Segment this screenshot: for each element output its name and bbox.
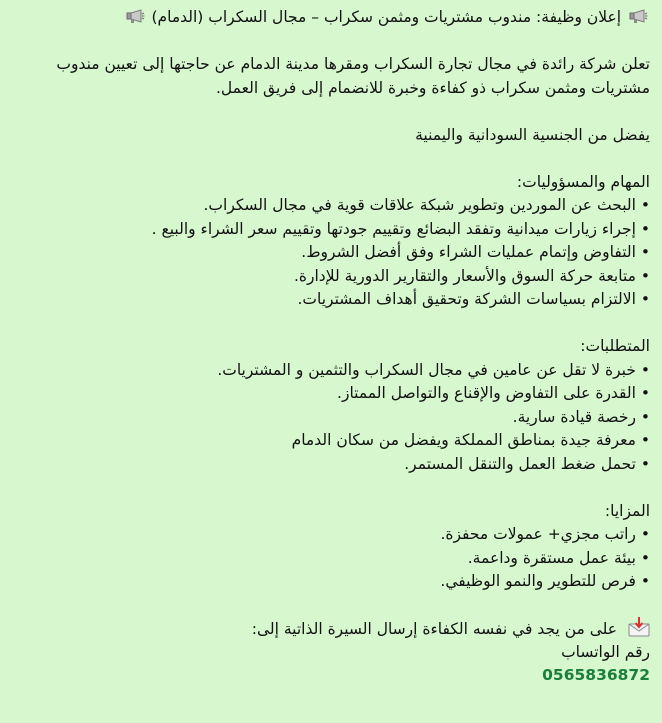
list-item: • البحث عن الموردين وتطوير شبكة علاقات قوية في مجال السكراب.	[203, 196, 650, 214]
post-intro: تعلن شركة رائدة في مجال تجارة السكراب ومقرها مدينة الدمام عن حاجتها إلى تعيين مندوب مشتريات ومثمن سكراب ذو كفاءة وخبرة للانضمام إلى فريق العمل.	[56, 55, 650, 97]
list-item: • الالتزام بسياسات الشركة وتحقيق أهداف المشتريات.	[297, 290, 650, 308]
list-item: • معرفة جيدة بمناطق المملكة ويفضل من سكان الدمام	[291, 431, 650, 449]
whatsapp-label: رقم الواتساب	[561, 642, 650, 661]
post-title-line	[10, 6, 650, 30]
post-title: إعلان وظيفة: مندوب مشتريات ومثمن سكراب – مجال السكراب (الدمام)	[151, 8, 622, 26]
preference-text: يفضل من الجنسية السودانية واليمنية	[415, 125, 650, 144]
list-item: • راتب مجزي+ عمولات محفزة.	[440, 525, 650, 543]
list-item: • تحمل ضغط العمل والتنقل المستمر.	[404, 454, 650, 473]
list-item: • بيئة عمل مستقرة وداعمة.	[467, 548, 650, 567]
duties-heading: المهام والمسؤوليات:	[516, 172, 650, 191]
requirements-heading: المتطلبات:	[580, 337, 650, 355]
list-item: • إجراء زيارات ميدانية وتفقد البضائع وتقييم جودتها وتقييم سعر الشراء والبيع .	[151, 219, 650, 238]
list-item: • التفاوض وإتمام عمليات الشراء وفق أفضل الشروط.	[301, 243, 650, 261]
apply-text: على من يجد في نفسه الكفاءة إرسال السيرة الذاتية إلى:	[251, 620, 618, 638]
megaphone-icon	[125, 8, 145, 24]
list-item: • خبرة لا تقل عن عامين في مجال السكراب والتثمين و المشتريات.	[217, 360, 650, 379]
megaphone-icon	[628, 8, 648, 24]
apply-line	[10, 617, 650, 641]
phone-link[interactable]: 0565836872	[542, 666, 650, 684]
list-item: • متابعة حركة السوق والأسعار والتقارير الدورية للإدارة.	[293, 266, 650, 285]
envelope-arrow-icon	[628, 617, 650, 637]
list-item: • رخصة قيادة سارية.	[512, 407, 650, 426]
list-item: • فرص للتطوير والنمو الوظيفي.	[440, 572, 650, 590]
list-item: • القدرة على التفاوض والإقناع والتواصل الممتاز.	[337, 384, 650, 402]
benefits-heading: المزايا:	[604, 501, 650, 520]
